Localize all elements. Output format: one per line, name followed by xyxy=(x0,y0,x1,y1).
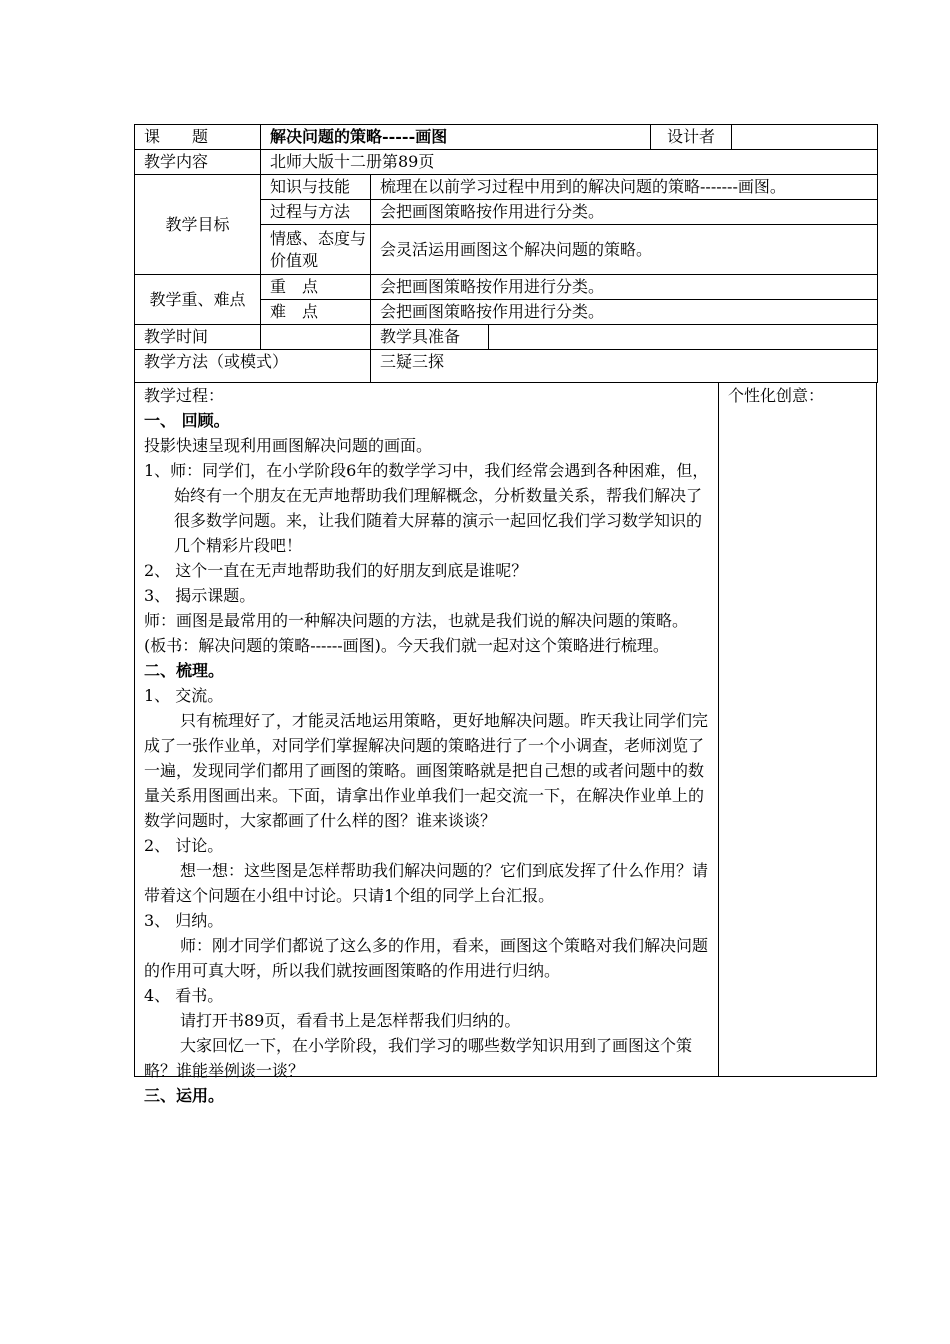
creative-label: 个性化创意： xyxy=(728,386,825,405)
key-points-label: 教学重、难点 xyxy=(135,275,261,325)
organize-text-2: 想一想：这些图是怎样帮助我们解决问题的？它们到底发挥了什么作用？请带着这个问题在小组中讨论。只请1个组的同学上台汇报。 xyxy=(144,861,709,905)
lesson-plan-sheet xyxy=(134,124,877,1105)
tools-label: 教学具准备 xyxy=(371,325,489,350)
time-label: 教学时间 xyxy=(135,325,261,350)
organize-text-3: 师：刚才同学们都说了这么多的作用，看来，画图这个策略对我们解决问题的作用可真大呀，所以我们就按画图策略的作用进行归纳。 xyxy=(144,936,709,980)
organize-heading-4: 4、 看书。 xyxy=(144,986,224,1005)
designer-value xyxy=(732,125,878,150)
key-point-value-difficulty: 会把画图策略按作用进行分类。 xyxy=(371,300,878,325)
review-teacher-text: 师：画图是最常用的一种解决问题的方法，也就是我们说的解决问题的策略。(板书：解决问题的策略------画图)。今天我们就一起对这个策略进行梳理。 xyxy=(144,611,689,655)
goal-value-knowledge: 梳理在以前学习过程中用到的解决问题的策略-------画图。 xyxy=(371,175,878,200)
review-item-3: 3、 揭示课题。 xyxy=(144,586,256,605)
review-item-2: 2、 这个一直在无声地帮助我们的好朋友到底是谁呢？ xyxy=(144,561,528,580)
goals-label: 教学目标 xyxy=(135,175,261,275)
review-intro: 投影快速呈现利用画图解决问题的画面。 xyxy=(144,436,433,455)
content-label: 教学内容 xyxy=(135,150,261,175)
time-value xyxy=(261,325,371,350)
topic-value: 解决问题的策略-----画图 xyxy=(261,125,651,150)
organize-heading-3: 3、 归纳。 xyxy=(144,911,224,930)
process-label: 教学过程： xyxy=(144,386,225,405)
method-label: 教学方法（或模式） xyxy=(135,350,371,383)
teaching-process-column xyxy=(135,383,719,1105)
method-value: 三疑三探 xyxy=(371,350,878,383)
goal-label-knowledge: 知识与技能 xyxy=(261,175,371,200)
designer-label: 设计者 xyxy=(651,125,732,150)
goal-label-process: 过程与方法 xyxy=(261,200,371,225)
teaching-process-section xyxy=(134,383,877,1105)
key-point-value-focus: 会把画图策略按作用进行分类。 xyxy=(371,275,878,300)
content-value: 北师大版十二册第89页 xyxy=(261,150,878,175)
creative-notes-column xyxy=(719,383,876,1076)
key-point-label-difficulty: 难 点 xyxy=(261,300,371,325)
goal-label-emotion: 情感、态度与价值观 xyxy=(261,225,371,275)
organize-text-4a: 请打开书89页，看看书上是怎样帮我们归纳的。 xyxy=(180,1011,521,1030)
organize-heading-2: 2、 讨论。 xyxy=(144,836,224,855)
organize-text-1: 只有梳理好了，才能灵活地运用策略，更好地解决问题。昨天我让同学们完成了一张作业单，对同学们掌握解决问题的策略进行了一个小调查，老师浏览了一遍，发现同学们都用了画图的策略。画图策略就是把自己想的或者问题中的数量关系用图画出来。下面，请拿出作业单我们一起交流一下，在解决作业单上的数学问题时，大家都画了什么样的图？谁来谈谈？ xyxy=(144,711,709,830)
section-organize-title: 二、梳理。 xyxy=(144,661,225,680)
key-point-label-focus: 重 点 xyxy=(261,275,371,300)
goal-value-emotion: 会灵活运用画图这个解决问题的策略。 xyxy=(371,225,878,275)
topic-label: 课 题 xyxy=(135,125,261,150)
section-apply-title: 三、运用。 xyxy=(144,1086,225,1105)
section-review-title: 一、 回顾。 xyxy=(144,411,230,430)
review-item-1: 1、师：同学们，在小学阶段6年的数学学习中，我们经常会遇到各种困难，但，始终有一个朋友在无声地帮助我们理解概念，分析数量关系，帮我们解决了很多数学问题。来，让我们随着大屏幕的演示一起回忆我们学习数学知识的几个精彩片段吧！ xyxy=(144,461,709,555)
goal-value-process: 会把画图策略按作用进行分类。 xyxy=(371,200,878,225)
organize-heading-1: 1、 交流。 xyxy=(144,686,224,705)
lesson-header-table xyxy=(134,124,878,383)
organize-text-4b: 大家回忆一下，在小学阶段，我们学习的哪些数学知识用到了画图这个策略？谁能举例谈一谈？ xyxy=(144,1036,693,1080)
tools-value xyxy=(489,325,878,350)
